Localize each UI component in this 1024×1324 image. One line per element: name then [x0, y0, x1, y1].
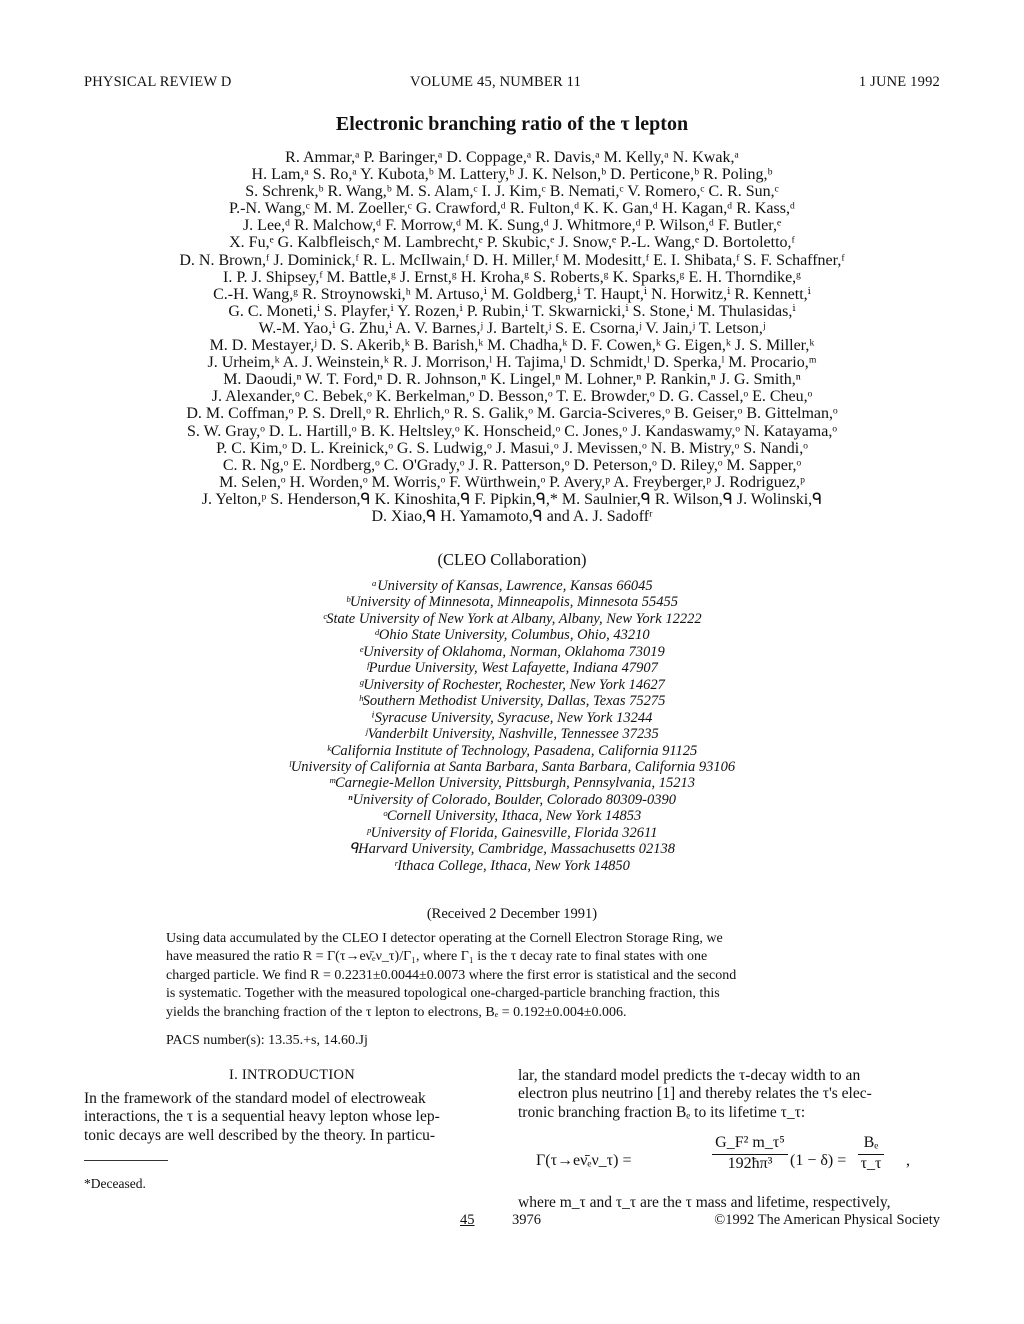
page-number: 3976 — [512, 1212, 541, 1228]
fraction-2-denominator: τ_τ — [860, 1155, 882, 1173]
right-column — [518, 1067, 940, 1213]
author-line: M. Daoudi,ⁿ W. T. Ford,ⁿ D. R. Johnson,ⁿ K. Lingel,ⁿ M. Lohner,ⁿ P. Rankin,ⁿ J. G. Smith,ⁿ — [223, 371, 801, 389]
author-line: M. Selen,ᵒ H. Worden,ᵒ M. Worris,ᵒ F. Würthwein,ᵒ P. Avery,ᵖ A. Freyberger,ᵖ J. Rodriguez,ᵖ — [219, 473, 805, 491]
affiliation-line: ᶜState University of New York at Albany, Albany, New York 12222 — [322, 610, 702, 627]
footnote-rule — [84, 1160, 168, 1161]
abstract-line: have measured the ratio R = Γ(τ→eν̄ₑν_τ)/Γ₁, where Γ₁ is the τ decay rate to final states with one — [166, 949, 708, 965]
running-header — [84, 74, 940, 94]
issue-date: 1 JUNE 1992 — [858, 74, 940, 90]
body-line: electron plus neutrino [1] and thereby relates the τ's elec- — [518, 1085, 872, 1103]
abstract — [166, 930, 802, 1022]
equation-comma: , — [906, 1152, 910, 1170]
section-heading: I. INTRODUCTION — [228, 1067, 356, 1083]
equation-middle: (1 − δ) = — [790, 1152, 847, 1170]
equation-lhs: Γ(τ→eν̄ₑν_τ) = — [536, 1152, 632, 1170]
affiliation-line: ᶠPurdue University, West Lafayette, Indiana 47907 — [366, 660, 658, 677]
abstract-line: Using data accumulated by the CLEO I detector operating at the Cornell Electron Storage Ring, we — [166, 931, 723, 946]
author-line: H. Lam,ᵃ S. Ro,ᵃ Y. Kubota,ᵇ M. Lattery,ᵇ J. K. Nelson,ᵇ D. Perticone,ᵇ R. Poling,ᵇ — [251, 166, 773, 184]
affiliation-line: ᵐCarnegie-Mellon University, Pittsburgh, Pennsylvania, 15213 — [329, 775, 695, 792]
fraction-1-numerator: G_F² m_τ⁵ — [712, 1134, 788, 1155]
paper-title: Electronic branching ratio of the τ lepton — [335, 113, 689, 135]
footnote: *Deceased. — [84, 1176, 146, 1191]
author-line: J. Alexander,ᵒ C. Bebek,ᵒ K. Berkelman,ᵒ D. Besson,ᵒ T. E. Browder,ᵒ D. G. Cassel,ᵒ E. Cheu,ᵒ — [211, 388, 813, 406]
affiliation-line: ᑫHarvard University, Cambridge, Massachusetts 02138 — [349, 841, 675, 858]
affiliation-line: ʰSouthern Methodist University, Dallas, Texas 75275 — [358, 693, 666, 710]
author-line: J. Urheim,ᵏ A. J. Weinstein,ᵏ R. J. Morrison,ˡ H. Tajima,ˡ D. Schmidt,ˡ D. Sperka,ˡ M. Procario,ᵐ — [207, 354, 817, 372]
affiliation-line: ˡUniversity of California at Santa Barbara, Santa Barbara, California 93106 — [288, 758, 736, 775]
fraction-2-numerator: Bₑ — [858, 1134, 884, 1155]
author-line: J. Yelton,ᵖ S. Henderson,ᑫ K. Kinoshita,ᑫ F. Pipkin,ᑫ,* M. Saulnier,ᑫ R. Wilson,ᑫ J. Wolinski,ᑫ — [201, 490, 823, 508]
body-line: interactions, the τ is a sequential heavy lepton whose lep- — [84, 1108, 440, 1126]
author-line: S. W. Gray,ᵒ D. L. Hartill,ᵒ B. K. Heltsley,ᵒ K. Honscheid,ᵒ C. Jones,ᵒ J. Kandaswamy,ᵒ N. Katayama,ᵒ — [187, 422, 837, 440]
affiliation-line: ʲVanderbilt University, Nashville, Tennessee 37235 — [365, 726, 659, 743]
author-line: P. C. Kim,ᵒ D. L. Kreinick,ᵒ G. S. Ludwig,ᵒ J. Masui,ᵒ J. Mevissen,ᵒ N. B. Mistry,ᵒ S. Nandi,ᵒ — [216, 439, 808, 457]
body-line: tonic decays are well described by the theory. In particu- — [84, 1126, 436, 1144]
author-line: X. Fu,ᵉ G. Kalbfleisch,ᵉ M. Lambrecht,ᵉ P. Skubic,ᵉ J. Snow,ᵉ P.-L. Wang,ᵉ D. Bortoletto,ᶠ — [229, 234, 795, 252]
footer-volume: 45 — [460, 1212, 475, 1228]
volume-number: VOLUME 45, NUMBER 11 — [410, 74, 582, 90]
author-line: D. N. Brown,ᶠ J. Dominick,ᶠ R. L. McIlwain,ᶠ D. H. Miller,ᶠ M. Modesitt,ᶠ E. I. Shibata,ᶠ S. F. Schaffner,ᶠ — [179, 251, 845, 269]
copyright: ©1992 The American Physical Society — [714, 1212, 940, 1228]
post-equation-line: where m_τ and τ_τ are the τ mass and lifetime, respectively, — [518, 1194, 891, 1212]
affiliation-line: ᵖUniversity of Florida, Gainesville, Florida 32611 — [366, 824, 658, 841]
author-line: R. Ammar,ᵃ P. Baringer,ᵃ D. Coppage,ᵃ R. Davis,ᵃ M. Kelly,ᵃ N. Kwak,ᵃ — [285, 149, 739, 166]
pacs-numbers: PACS number(s): 13.35.+s, 14.60.Jj — [166, 1033, 368, 1048]
author-line: I. P. J. Shipsey,ᶠ M. Battle,ᵍ J. Ernst,ᵍ H. Kroha,ᵍ S. Roberts,ᵍ K. Sparks,ᵍ E. H. Thorndike,ᵍ — [223, 268, 801, 286]
decay-width-equation — [536, 1130, 940, 1190]
affiliation-line: ᵏCalifornia Institute of Technology, Pasadena, California 91125 — [326, 742, 698, 759]
equation-fraction-2 — [858, 1134, 884, 1173]
author-line: D. M. Coffman,ᵒ P. S. Drell,ᵒ R. Ehrlich,ᵒ R. S. Galik,ᵒ M. Garcia-Sciveres,ᵒ B. Geiser,ᵒ B. Gittelman,ᵒ — [186, 405, 838, 423]
journal-name: PHYSICAL REVIEW D — [84, 74, 232, 90]
affiliation-line: ⁿUniversity of Colorado, Boulder, Colorado 80309-0390 — [348, 791, 676, 808]
affiliation-line: ᵉUniversity of Oklahoma, Norman, Oklahoma 73019 — [359, 643, 665, 660]
left-column — [84, 1067, 500, 1145]
author-line: D. Xiao,ᑫ H. Yamamoto,ᑫ and A. J. Sadoffʳ — [371, 507, 653, 525]
author-list — [84, 149, 940, 525]
author-line: C. R. Ng,ᵒ E. Nordberg,ᵒ C. O'Grady,ᵒ J. R. Patterson,ᵒ D. Peterson,ᵒ D. Riley,ᵒ M. Sapper,ᵒ — [222, 456, 802, 474]
page-footer — [84, 1212, 940, 1232]
intro-paragraph — [84, 1090, 500, 1145]
author-line: G. C. Moneti,ⁱ S. Playfer,ⁱ Y. Rozen,ⁱ P. Rubin,ⁱ T. Skwarnicki,ⁱ S. Stone,ⁱ M. Thulasidas,ⁱ — [228, 302, 796, 320]
affiliation-list — [84, 578, 940, 874]
affiliation-line: ᵒCornell University, Ithaca, New York 14853 — [382, 808, 642, 825]
author-line: C.-H. Wang,ᵍ R. Stroynowski,ʰ M. Artuso,ⁱ M. Goldberg,ⁱ T. Haupt,ⁱ N. Horwitz,ⁱ R. Kennett,ⁱ — [213, 285, 811, 303]
affiliation-line: ⁱSyracuse University, Syracuse, New York 13244 — [371, 709, 653, 726]
author-line: P.-N. Wang,ᶜ M. M. Zoeller,ᶜ G. Crawford,ᵈ R. Fulton,ᵈ K. K. Gan,ᵈ H. Kagan,ᵈ R. Kass,ᵈ — [229, 200, 795, 218]
affiliation-line: ᵇUniversity of Minnesota, Minneapolis, Minnesota 55455 — [345, 594, 679, 611]
author-line: J. Lee,ᵈ R. Malchow,ᵈ F. Morrow,ᵈ M. K. Sung,ᵈ J. Whitmore,ᵈ P. Wilson,ᵈ F. Butler,ᵉ — [242, 217, 782, 235]
fraction-1-denominator: 192ħπ³ — [727, 1155, 773, 1173]
affiliation-line: ᵃUniversity of Kansas, Lawrence, Kansas 66045 — [371, 578, 653, 594]
abstract-line: is systematic. Together with the measured topological one-charged-particle branching fraction, this — [166, 986, 720, 1002]
author-line: S. Schrenk,ᵇ R. Wang,ᵇ M. S. Alam,ᶜ I. J. Kim,ᶜ B. Nemati,ᶜ V. Romero,ᶜ C. R. Sun,ᶜ — [245, 183, 779, 201]
abstract-line: yields the branching fraction of the τ lepton to electrons, Bₑ = 0.192±0.004±0.006. — [166, 1004, 627, 1020]
affiliation-line: ʳIthaca College, Ithaca, New York 14850 — [394, 857, 630, 874]
author-line: W.-M. Yao,ⁱ G. Zhu,ⁱ A. V. Barnes,ʲ J. Bartelt,ʲ S. E. Csorna,ʲ V. Jain,ʲ T. Letson,ʲ — [258, 319, 766, 337]
intro-paragraph-continued — [518, 1067, 940, 1122]
body-line: lar, the standard model predicts the τ-decay width to an — [518, 1067, 861, 1084]
body-line: In the framework of the standard model of electroweak — [84, 1090, 426, 1107]
equation-fraction-1 — [712, 1134, 788, 1173]
affiliation-line: ᵍUniversity of Rochester, Rochester, New York 14627 — [359, 676, 665, 693]
affiliation-line: ᵈOhio State University, Columbus, Ohio, 43210 — [374, 627, 650, 644]
body-line: tronic branching fraction Bₑ to its lifetime τ_τ: — [518, 1103, 806, 1121]
received-date: (Received 2 December 1991) — [426, 906, 598, 922]
collaboration-name: (CLEO Collaboration) — [437, 550, 587, 569]
abstract-line: charged particle. We find R = 0.2231±0.0044±0.0073 where the first error is statistical and the second — [166, 967, 737, 983]
author-line: M. D. Mestayer,ʲ D. S. Akerib,ᵏ B. Barish,ᵏ M. Chadha,ᵏ D. F. Cowen,ᵏ G. Eigen,ᵏ J. S. Miller,ᵏ — [209, 337, 815, 355]
